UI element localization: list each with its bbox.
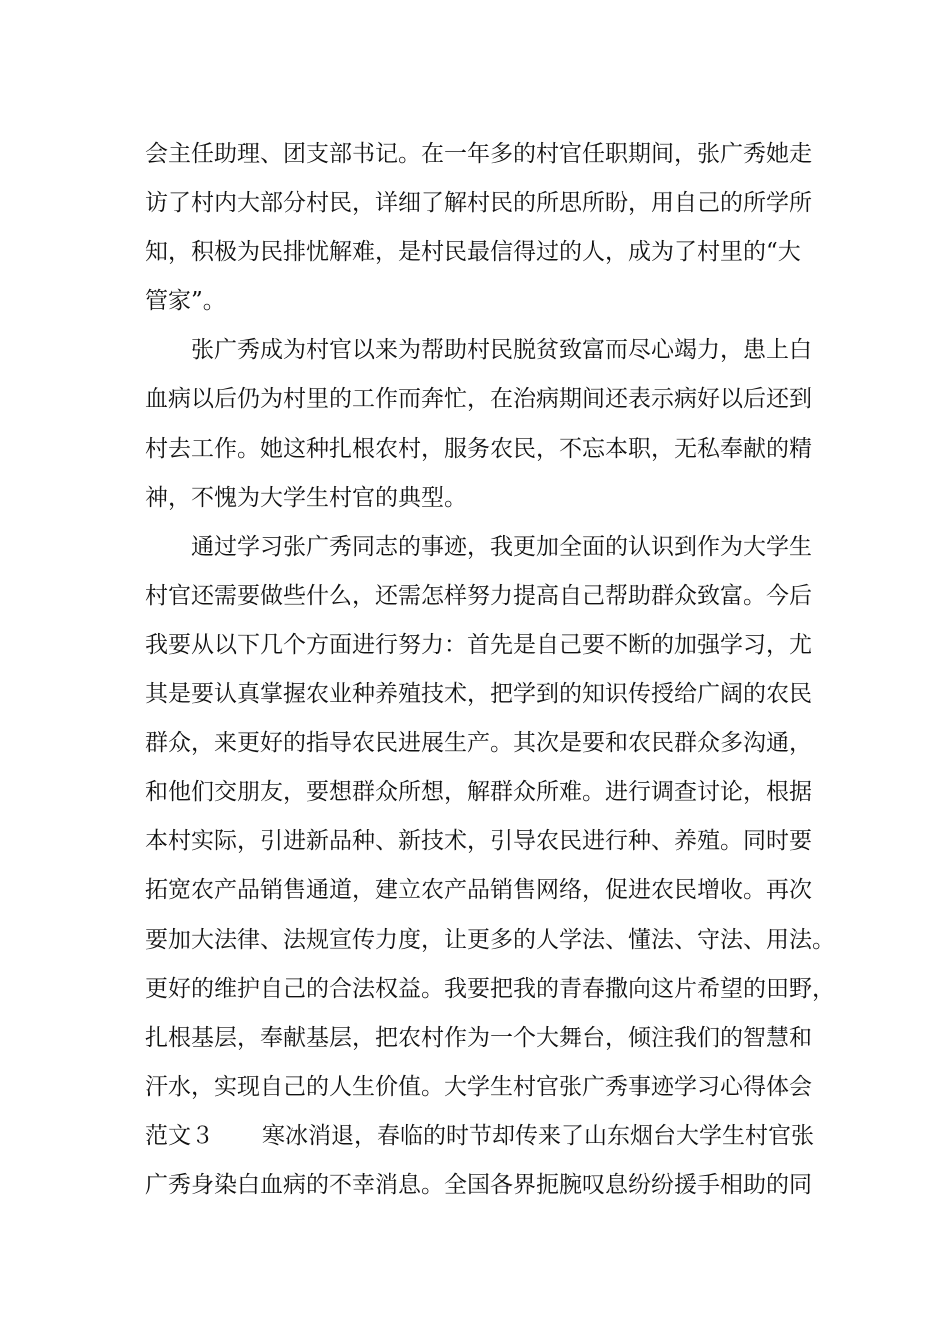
text-span: 寒冰消退，春临的时节却传来了山东烟台大学生村官张 [262,1122,814,1149]
text-line: 村去工作。她这种扎根农村，服务农民，不忘本职，无私奉献的精 [145,435,812,462]
text-line: 群众，来更好的指导农民进展生产。其次是要和农民群众多沟通， [145,730,812,757]
text-line: 血病以后仍为村里的工作而奔忙，在治病期间还表示病好以后还到 [145,386,812,413]
text-line: 要加大法律、法规宣传力度，让更多的人学法、懂法、守法、用法。 [145,926,835,953]
text-line: 我要从以下几个方面进行努力：首先是自己要不断的加强学习，尤 [145,631,812,658]
text-line: 知，积极为民排忧解难，是村民最信得过的人，成为了村里的“大 [145,239,801,266]
text-line: 广秀身染白血病的不幸消息。全国各界扼腕叹息纷纷援手相助的同 [145,1171,812,1198]
text-line: 扎根基层，奉献基层，把农村作为一个大舞台，倾注我们的智慧和 [145,1024,812,1051]
paragraph [145,523,835,1112]
text-line: 汗水，实现自己的人生价值。大学生村官张广秀事迹学习心得体会 [145,1073,812,1100]
text-line: 其是要认真掌握农业种养殖技术，把学到的知识传授给广阔的农民 [145,681,812,708]
paragraph [145,130,815,326]
text-line: 管家”。 [145,288,226,315]
paragraph [145,1112,815,1210]
text-line: 访了村内大部分村民，详细了解村民的所思所盼，用自己的所学所 [145,190,812,217]
paragraph [145,326,815,522]
text-line: 村官还需要做些什么，还需怎样努力提高自己帮助群众致富。今后 [145,582,812,609]
text-line: 本村实际，引进新品种、新技术，引导农民进行种、养殖。同时要 [145,828,812,855]
section-heading: 范文３ [145,1122,214,1149]
text-line: 更好的维护自己的合法权益。我要把我的青春撒向这片希望的田野， [145,975,835,1002]
text-line [145,1112,815,1161]
body-text [145,130,835,1210]
text-line: 神，不愧为大学生村官的典型。 [145,484,467,511]
text-line: 通过学习张广秀同志的事迹，我更加全面的认识到作为大学生 [191,533,812,560]
text-line: 拓宽农产品销售通道，建立农产品销售网络，促进农民增收。再次 [145,877,812,904]
text-line: 张广秀成为村官以来为帮助村民脱贫致富而尽心竭力，患上白 [191,337,812,364]
text-line: 会主任助理、团支部书记。在一年多的村官任职期间，张广秀她走 [145,141,812,167]
text-line: 和他们交朋友，要想群众所想，解群众所难。进行调查讨论，根据 [145,779,812,806]
